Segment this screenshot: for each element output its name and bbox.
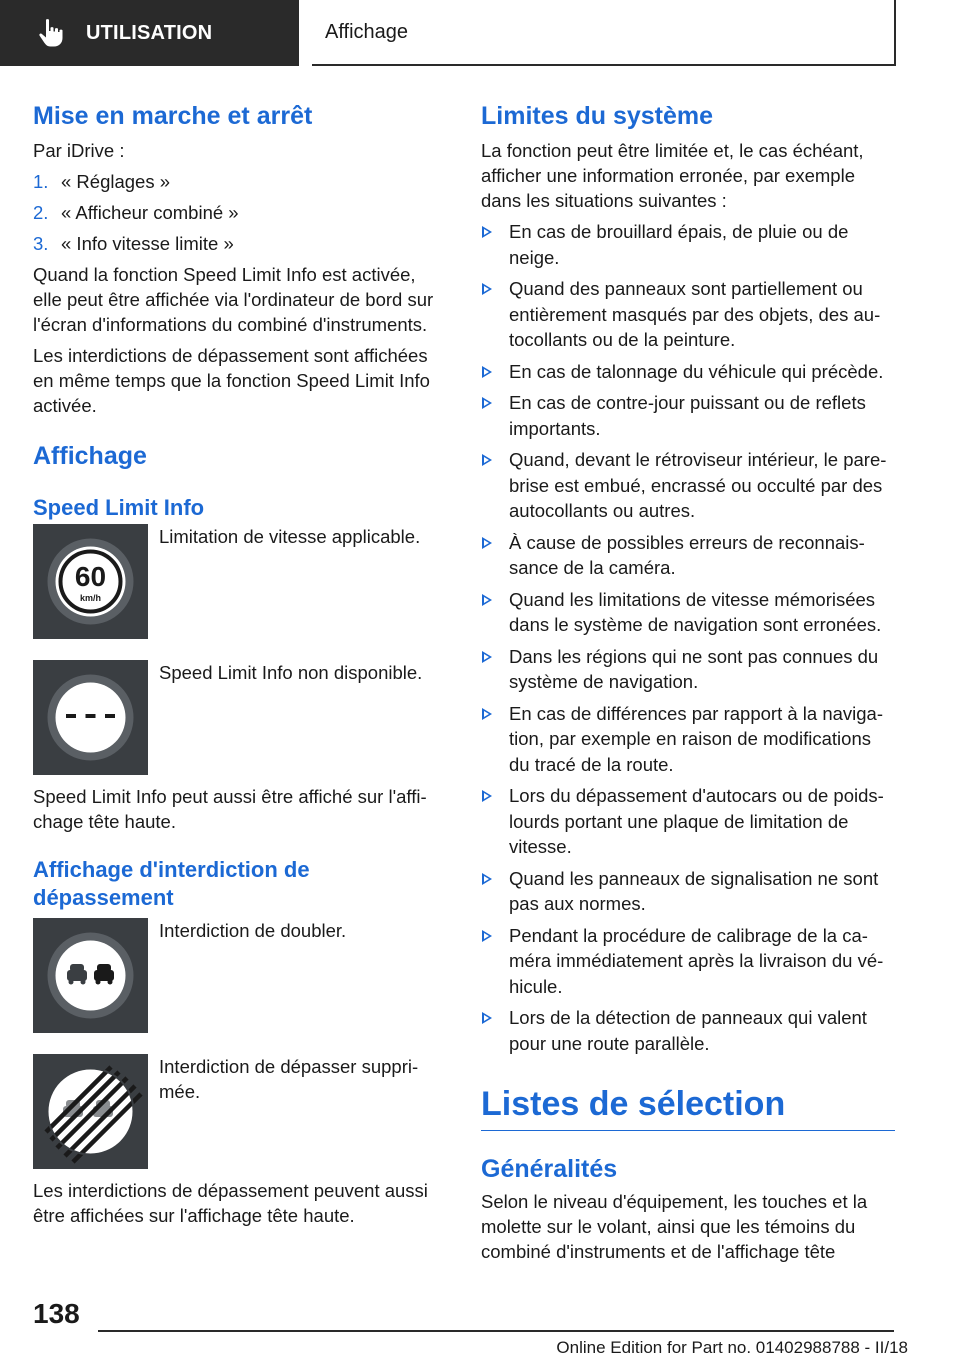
- heading-listes-wrapper: [481, 1082, 895, 1131]
- section-title: UTILISATION: [86, 21, 213, 44]
- paragraph: La fonction peut être limitée et, le cas échéant, afficher une information erronée, par exemple dans les situations suivantes :: [481, 140, 864, 211]
- list-item: Lors de la détection de panneaux qui valent pour une route parallèle.: [481, 1005, 895, 1056]
- list-item: Quand les limitations de vitesse mémorisées dans le système de navigation sont erronées.: [481, 587, 895, 638]
- sign-60-description: Limitation de vitesse applicable.: [159, 526, 421, 547]
- triangle-bullet-icon: [482, 873, 492, 885]
- heading-interdiction: Affichage d'interdiction de dépassement: [33, 857, 310, 910]
- hand-pointer-icon: [38, 18, 64, 48]
- topic-title: Affichage: [325, 20, 409, 43]
- heading-listes-de-selection: Listes de sélection: [481, 1085, 786, 1123]
- par-idrive-text: Par iDrive :: [33, 140, 125, 161]
- page-number: 138: [33, 1298, 80, 1329]
- right-column: [481, 100, 895, 1264]
- triangle-bullet-icon: [482, 1012, 492, 1024]
- list-item: À cause de possibles erreurs de reconnaissance de la caméra.: [481, 530, 895, 581]
- edition-text: Online Edition for Part no. 01402988788 - II/18: [556, 1338, 908, 1357]
- list-item: Quand, devant le rétroviseur intérieur, le pare-brise est embué, encrassé ou occulté par des autocollants ou autres.: [481, 447, 895, 524]
- left-column: [33, 100, 447, 1228]
- list-item: En cas de différences par rapport à la navigation, par exemple en raison de modifications du tracé de la route.: [481, 701, 895, 778]
- settings-steps-list: [33, 169, 447, 256]
- triangle-bullet-icon: [482, 366, 492, 378]
- sign-unit: km/h: [79, 593, 102, 603]
- speed-limit-60-sign: [33, 524, 148, 639]
- triangle-bullet-icon: [482, 708, 492, 720]
- sign-end-no-passing-description: Interdiction de dépasser supprimée.: [159, 1056, 419, 1102]
- list-item: 1. « Réglages »: [33, 171, 171, 192]
- list-item: En cas de contre-jour puissant ou de reflets importants.: [481, 390, 895, 441]
- end-no-passing-sign: [33, 1054, 148, 1169]
- list-item: Quand des panneaux sont partiellement ou entièrement masqués par des objets, des autocollants ou de la peinture.: [481, 276, 895, 353]
- paragraph: Speed Limit Info peut aussi être affiché sur l'affichage tête haute.: [33, 786, 427, 832]
- triangle-bullet-icon: [482, 454, 492, 466]
- no-passing-sign: [33, 918, 148, 1033]
- limitations-list: [481, 219, 895, 1056]
- triangle-bullet-icon: [482, 397, 492, 409]
- topic-tab: [312, 0, 896, 66]
- sign-row-60: [33, 524, 447, 640]
- sign-no-passing-description: Interdiction de doubler.: [159, 920, 347, 941]
- triangle-bullet-icon: [482, 651, 492, 663]
- sign-unavailable-description: Speed Limit Info non disponible.: [159, 662, 423, 683]
- list-item: 2. « Afficheur combiné »: [33, 202, 239, 223]
- paragraph: Quand la fonction Speed Limit Info est activée, elle peut être affichée via l'ordinateur de bord sur l'écran d'informations du combiné d'instruments.: [33, 264, 434, 335]
- paragraph: Les interdictions de dépassement sont affichées en même temps que la fonction Speed Limit Info activée.: [33, 345, 430, 416]
- list-item: 3. « Info vitesse limite »: [33, 233, 234, 254]
- list-item: Lors du dépassement d'autocars ou de poids-lourds portant une plaque de limitation de vitesse.: [481, 783, 895, 860]
- heading-speed-limit-info: Speed Limit Info: [33, 495, 205, 520]
- list-item: Dans les régions qui ne sont pas connues du système de navigation.: [481, 644, 895, 695]
- heading-limites: Limites du système: [481, 102, 714, 130]
- triangle-bullet-icon: [482, 283, 492, 295]
- footer-divider: [98, 1330, 894, 1332]
- heading-mise-en-marche: Mise en marche et arrêt: [33, 102, 313, 130]
- list-item: Pendant la procédure de calibrage de la caméra immédiatement après la livraison du véhicule.: [481, 923, 895, 1000]
- page-header: [0, 0, 960, 66]
- list-item: En cas de talonnage du véhicule qui précède.: [481, 359, 895, 385]
- sign-row-end-no-passing: [33, 1054, 447, 1170]
- section-tab: [0, 0, 299, 66]
- triangle-bullet-icon: [482, 790, 492, 802]
- list-item: En cas de brouillard épais, de pluie ou de neige.: [481, 219, 895, 270]
- heading-generalites: Généralités: [481, 1155, 618, 1183]
- triangle-bullet-icon: [482, 226, 492, 238]
- triangle-bullet-icon: [482, 594, 492, 606]
- paragraph: Selon le niveau d'équipement, les touches et la molette sur le volant, ainsi que les témoins du combiné d'instruments et de l'affichage tête: [481, 1191, 868, 1262]
- triangle-bullet-icon: [482, 930, 492, 942]
- heading-affichage: Affichage: [33, 442, 147, 470]
- sign-row-no-passing: [33, 918, 447, 1034]
- triangle-bullet-icon: [482, 537, 492, 549]
- speed-limit-unavailable-sign: [33, 660, 148, 775]
- paragraph: Les interdictions de dépassement peuvent aussi être affichées sur l'affichage tête haute.: [33, 1180, 428, 1226]
- sign-number: 60: [74, 561, 107, 592]
- sign-row-unavailable: [33, 660, 447, 776]
- list-item: Quand les panneaux de signalisation ne sont pas aux normes.: [481, 866, 895, 917]
